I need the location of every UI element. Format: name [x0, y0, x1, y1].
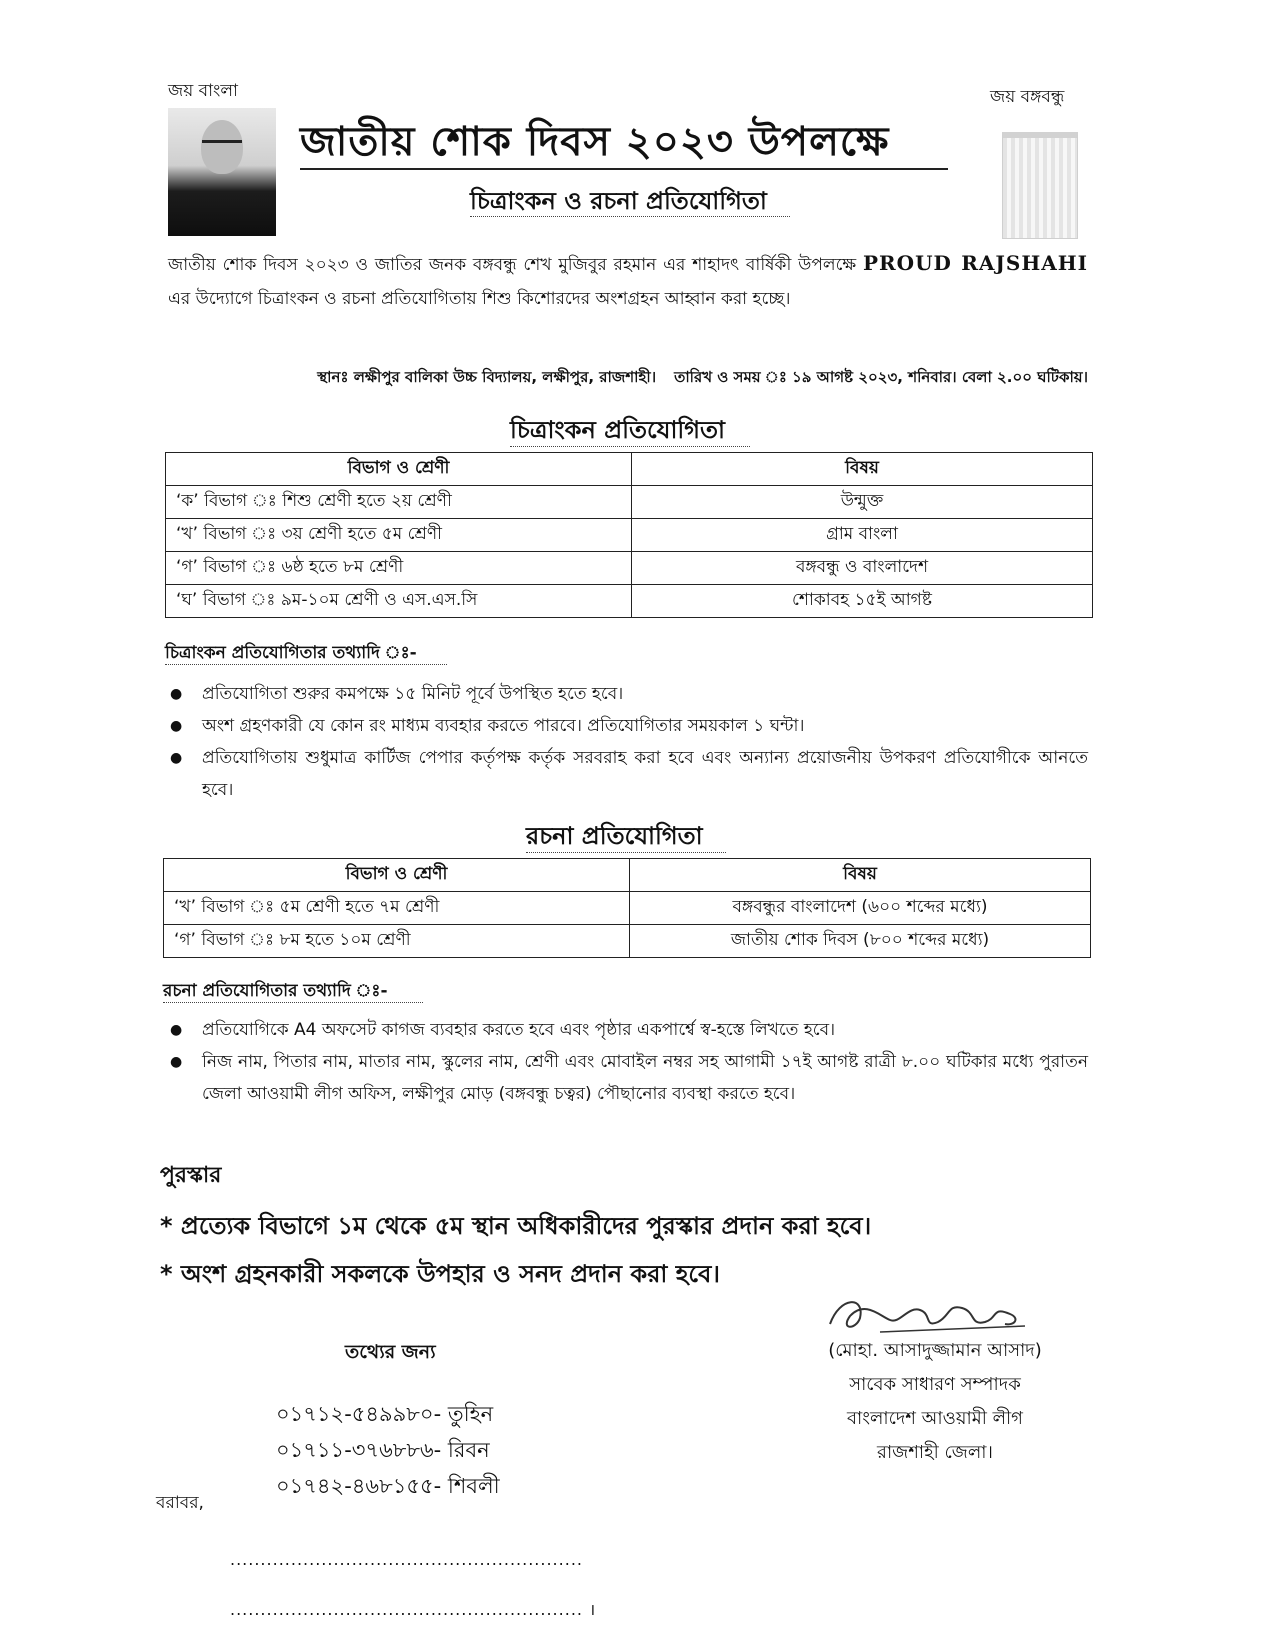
table-row — [166, 486, 1093, 519]
venue-datetime: তারিখ ও সময় ঃ ১৯ আগষ্ট ২০২৩, শনিবার। বেলা ২.০০ ঘটিকায়। — [674, 368, 1088, 386]
drawing-section-title: চিত্রাংকন প্রতিযোগিতা — [510, 416, 725, 444]
subtitle-underline — [470, 216, 790, 217]
signatory-district: রাজশাহী জেলা। — [877, 1442, 993, 1463]
list-item: ● প্রতিযোগিতা শুরুর কমপক্ষে ১৫ মিনিট পূর্বে উপস্থিত হতে হবে। — [168, 678, 1088, 710]
intro-text-1: জাতীয় শোক দিবস ২০২৩ ও জাতির জনক বঙ্গবন্ধু শেখ মুজিবুর রহমান এর শাহাদৎ বার্ষিকী উপলক্ষে — [168, 255, 857, 275]
recipient-label: বরাবর, — [156, 1493, 204, 1513]
table-cell-category: ‘খ’ বিভাগ ঃ ৩য় শ্রেণী হতে ৫ম শ্রেণী — [166, 519, 632, 552]
table-header-category: বিভাগ ও শ্রেণী — [164, 859, 630, 892]
table-row — [164, 892, 1091, 925]
list-item: ● প্রতিযোগিতায় শুধুমাত্র কার্টিজ পেপার কর্তৃপক্ষ কর্তৃক সরবরাহ করা হবে এবং অন্যান্য প্রয়োজনীয় উপকরণ প্রতিযোগীকে আনতে হবে। — [168, 742, 1088, 806]
table-cell-category: ‘খ’ বিভাগ ঃ ৫ম শ্রেণী হতে ৭ম শ্রেণী — [164, 892, 630, 925]
drawing-info-title: চিত্রাংকন প্রতিযোগিতার তথ্যাদি ঃ- — [165, 643, 417, 663]
table-cell-category: ‘ক’ বিভাগ ঃ শিশু শ্রেণী হতে ২য় শ্রেণী — [166, 486, 632, 519]
venue-place: স্থানঃ লক্ষীপুর বালিকা উচ্চ বিদ্যালয়, লক্ষীপুর, রাজশাহী। — [317, 368, 657, 386]
recipient-line: .......................................................... — [230, 1550, 583, 1569]
essay-title-underline — [526, 852, 726, 853]
essay-info-underline — [163, 1002, 423, 1003]
prize-title: পুরস্কার — [160, 1163, 222, 1188]
page-title: জাতীয় শোক দিবস ২০২৩ উপলক্ষে — [300, 119, 890, 165]
drawing-title-underline — [510, 446, 750, 447]
table-cell-topic: গ্রাম বাংলা — [632, 519, 1093, 552]
table-cell-category: ‘ঘ’ বিভাগ ঃ ৯ম-১০ম শ্রেণী ও এস.এস.সি — [166, 585, 632, 618]
table-row — [164, 925, 1091, 958]
essay-table — [163, 858, 1091, 958]
brand-name: PROUD RAJSHAHI — [863, 251, 1088, 275]
table-row — [166, 585, 1093, 618]
page-subtitle: চিত্রাংকন ও রচনা প্রতিযোগিতা — [470, 187, 767, 215]
table-row — [166, 519, 1093, 552]
signatory-name: (মোহা. আসাদুজ্জামান আসাদ) — [828, 1340, 1042, 1361]
essay-info-title: রচনা প্রতিযোগিতার তথ্যাদি ঃ- — [163, 981, 388, 1001]
contact-number: ০১৭৪২-৪৬৮১৫৫- শিবলী — [276, 1474, 500, 1498]
contact-title: তথ্যের জন্য — [345, 1341, 436, 1363]
portrait-glasses — [202, 140, 242, 151]
essay-info-list — [168, 1014, 1088, 1110]
table-header-row — [166, 453, 1093, 486]
drawing-info-list — [168, 678, 1088, 806]
table-header-topic: বিষয় — [632, 453, 1093, 486]
table-header-topic: বিষয় — [630, 859, 1091, 892]
table-cell-topic: উন্মুক্ত — [632, 486, 1093, 519]
memorial-image — [1002, 132, 1078, 239]
list-item: ● প্রতিযোগিকে A4 অফসেট কাগজ ব্যবহার করতে হবে এবং পৃষ্ঠার একপার্শ্বে স্ব-হস্তে লিখতে হবে। — [168, 1014, 1088, 1046]
prize-line: * অংশ গ্রহনকারী সকলকে উপহার ও সনদ প্রদান করা হবে। — [160, 1260, 720, 1288]
contact-number: ০১৭১১-৩৭৬৮৮৬- রিবন — [276, 1438, 490, 1462]
slogan-right: জয় বঙ্গবন্ধু — [990, 87, 1065, 107]
list-item: ● নিজ নাম, পিতার নাম, মাতার নাম, স্কুলের নাম, শ্রেণী এবং মোবাইল নম্বর সহ আগামী ১৭ই আগষ্ট রাত্রী ৮.০০ ঘটিকার মধ্যে পুরাতন জেলা আওয়ামী লীগ অফিস, লক্ষীপুর মোড় (বঙ্গবন্ধু চত্বর) পৌছানোর ব্যবস্থা করতে হবে। — [168, 1046, 1088, 1110]
portrait-image — [168, 108, 276, 236]
table-header-category: বিভাগ ও শ্রেণী — [166, 453, 632, 486]
drawing-info-underline — [165, 664, 447, 665]
table-cell-topic: বঙ্গবন্ধু ও বাংলাদেশ — [632, 552, 1093, 585]
table-cell-topic: বঙ্গবন্ধুর বাংলাদেশ (৬০০ শব্দের মধ্যে) — [630, 892, 1091, 925]
contact-number: ০১৭১২-৫৪৯৯৮০- তুহিন — [276, 1402, 494, 1426]
venue-line — [168, 366, 1088, 391]
title-underline — [300, 168, 948, 170]
table-header-row — [164, 859, 1091, 892]
intro-paragraph — [168, 246, 1088, 316]
intro-text-2: এর উদ্যোগে চিত্রাংকন ও রচনা প্রতিযোগিতায় শিশু কিশোরদের অংশগ্রহন আহ্বান করা হচ্ছে। — [168, 289, 791, 309]
table-cell-topic: জাতীয় শোক দিবস (৮০০ শব্দের মধ্যে) — [630, 925, 1091, 958]
signatory-designation: সাবেক সাধারণ সম্পাদক — [849, 1374, 1021, 1395]
list-item: ● অংশ গ্রহণকারী যে কোন রং মাধ্যম ব্যবহার করতে পারবে। প্রতিযোগিতার সময়কাল ১ ঘন্টা। — [168, 710, 1088, 742]
prize-line: * প্রত্যেক বিভাগে ১ম থেকে ৫ম স্থান অধিকারীদের পুরস্কার প্রদান করা হবে। — [160, 1212, 872, 1240]
signatory-block — [790, 1334, 1080, 1470]
table-row — [166, 552, 1093, 585]
slogan-left: জয় বাংলা — [168, 81, 238, 101]
drawing-table — [165, 452, 1093, 618]
table-cell-category: ‘গ’ বিভাগ ঃ ৮ম হতে ১০ম শ্রেণী — [164, 925, 630, 958]
table-cell-category: ‘গ’ বিভাগ ঃ ৬ষ্ঠ হতে ৮ম শ্রেণী — [166, 552, 632, 585]
signatory-organization: বাংলাদেশ আওয়ামী লীগ — [847, 1408, 1023, 1429]
recipient-line: .......................................................... । — [230, 1600, 597, 1619]
essay-section-title: রচনা প্রতিযোগিতা — [526, 822, 703, 850]
table-cell-topic: শোকাবহ ১৫ই আগষ্ট — [632, 585, 1093, 618]
